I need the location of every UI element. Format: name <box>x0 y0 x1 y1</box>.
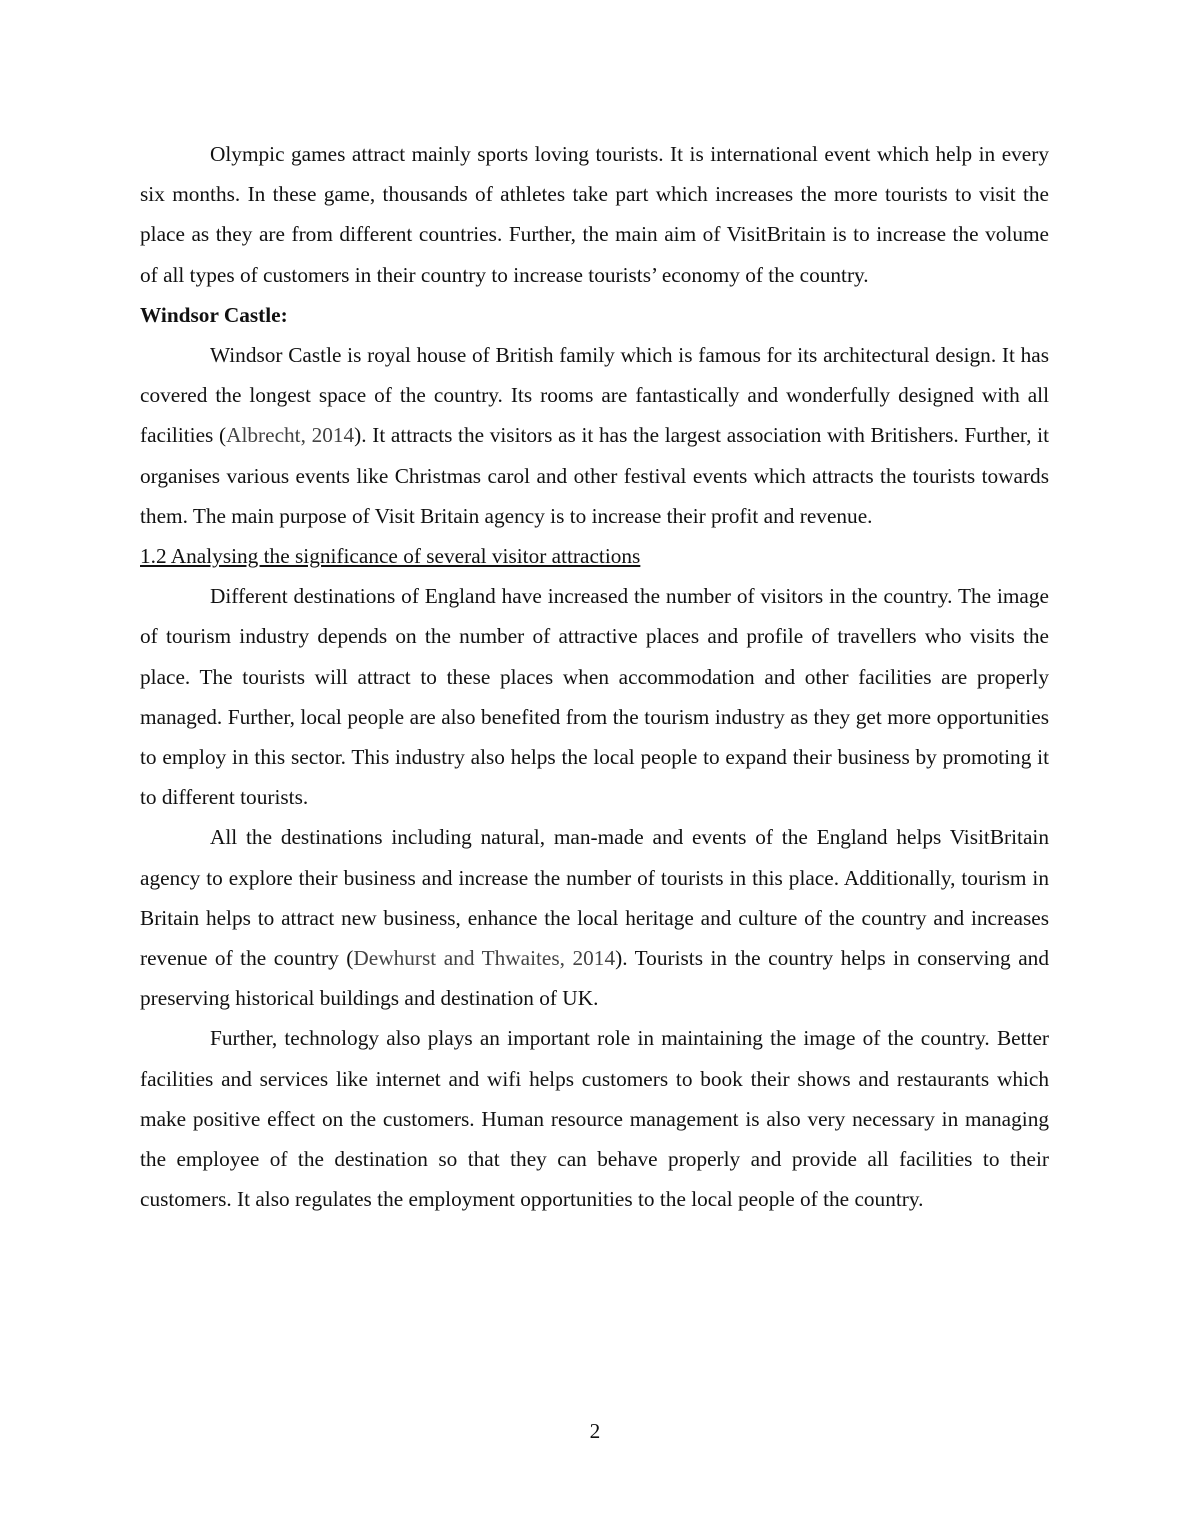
page-content <box>140 134 1049 1219</box>
heading-windsor-castle: Windsor Castle: <box>140 302 288 327</box>
paragraph-olympic-games: Olympic games attract mainly sports loving tourists. It is international event which help in every six months. In these game, thousands of athletes take part which increases the more tourists to visit the place as they are from different countries. Further, the main aim of VisitBritain is to increase the volume of all types of customers in their country to increase tourists’ economy of the country. <box>140 142 1049 287</box>
paragraph-windsor-castle <box>140 335 1049 536</box>
paragraph-all-destinations <box>140 817 1049 1018</box>
citation-albrecht: Albrecht, 2014 <box>226 423 355 448</box>
paragraph-technology: Further, technology also plays an important role in maintaining the image of the country. Better facilities and services like internet and wifi helps customers to book their shows and restaurants which make positive effect on the customers. Human resource management is also very necessary in managing the employee of the destination so that they can behave properly and provide all facilities to their customers. It also regulates the employment opportunities to the local people of the country. <box>140 1026 1049 1212</box>
paragraph-all-destinations-text-a: All the destinations including natural, man-made and events of the England helps VisitBritain agency to explore their business and increase the number of tourists in this place. Additionally, tourism in Britain helps to attract new business, enhance the local heritage and culture of the country and increases revenue of the country ( <box>140 825 1049 971</box>
paragraph-all-destinations-text-b: ). Tourists in the country helps in conserving and preserving historical buildings and destination of UK. <box>140 946 1049 1011</box>
page-number: 2 <box>589 1419 601 1443</box>
paragraph-destinations: Different destinations of England have increased the number of visitors in the country. The image of tourism industry depends on the number of attractive places and profile of travellers who visits the place. The tourists will attract to these places when accommodation and other facilities are properly managed. Further, local people are also benefited from the tourism industry as they get more opportunities to employ in this sector. This industry also helps the local people to expand their business by promoting it to different tourists. <box>140 584 1049 810</box>
citation-dewhurst-thwaites: Dewhurst and Thwaites, 2014 <box>353 946 616 971</box>
paragraph-windsor-castle-text-b: ). It attracts the visitors as it has the largest association with Britishers. Further, it organises various events like Christmas carol and other festival events which attracts the tourists towards them. The main purpose of Visit Britain agency is to increase their profit and revenue. <box>140 423 1049 528</box>
section-heading-1-2: 1.2 Analysing the significance of several visitor attractions <box>140 544 641 569</box>
paragraph-windsor-castle-text-a: Windsor Castle is royal house of British family which is famous for its architectural design. It has covered the longest space of the country. Its rooms are fantastically and wonderfully designed with all facilities ( <box>140 343 1049 448</box>
